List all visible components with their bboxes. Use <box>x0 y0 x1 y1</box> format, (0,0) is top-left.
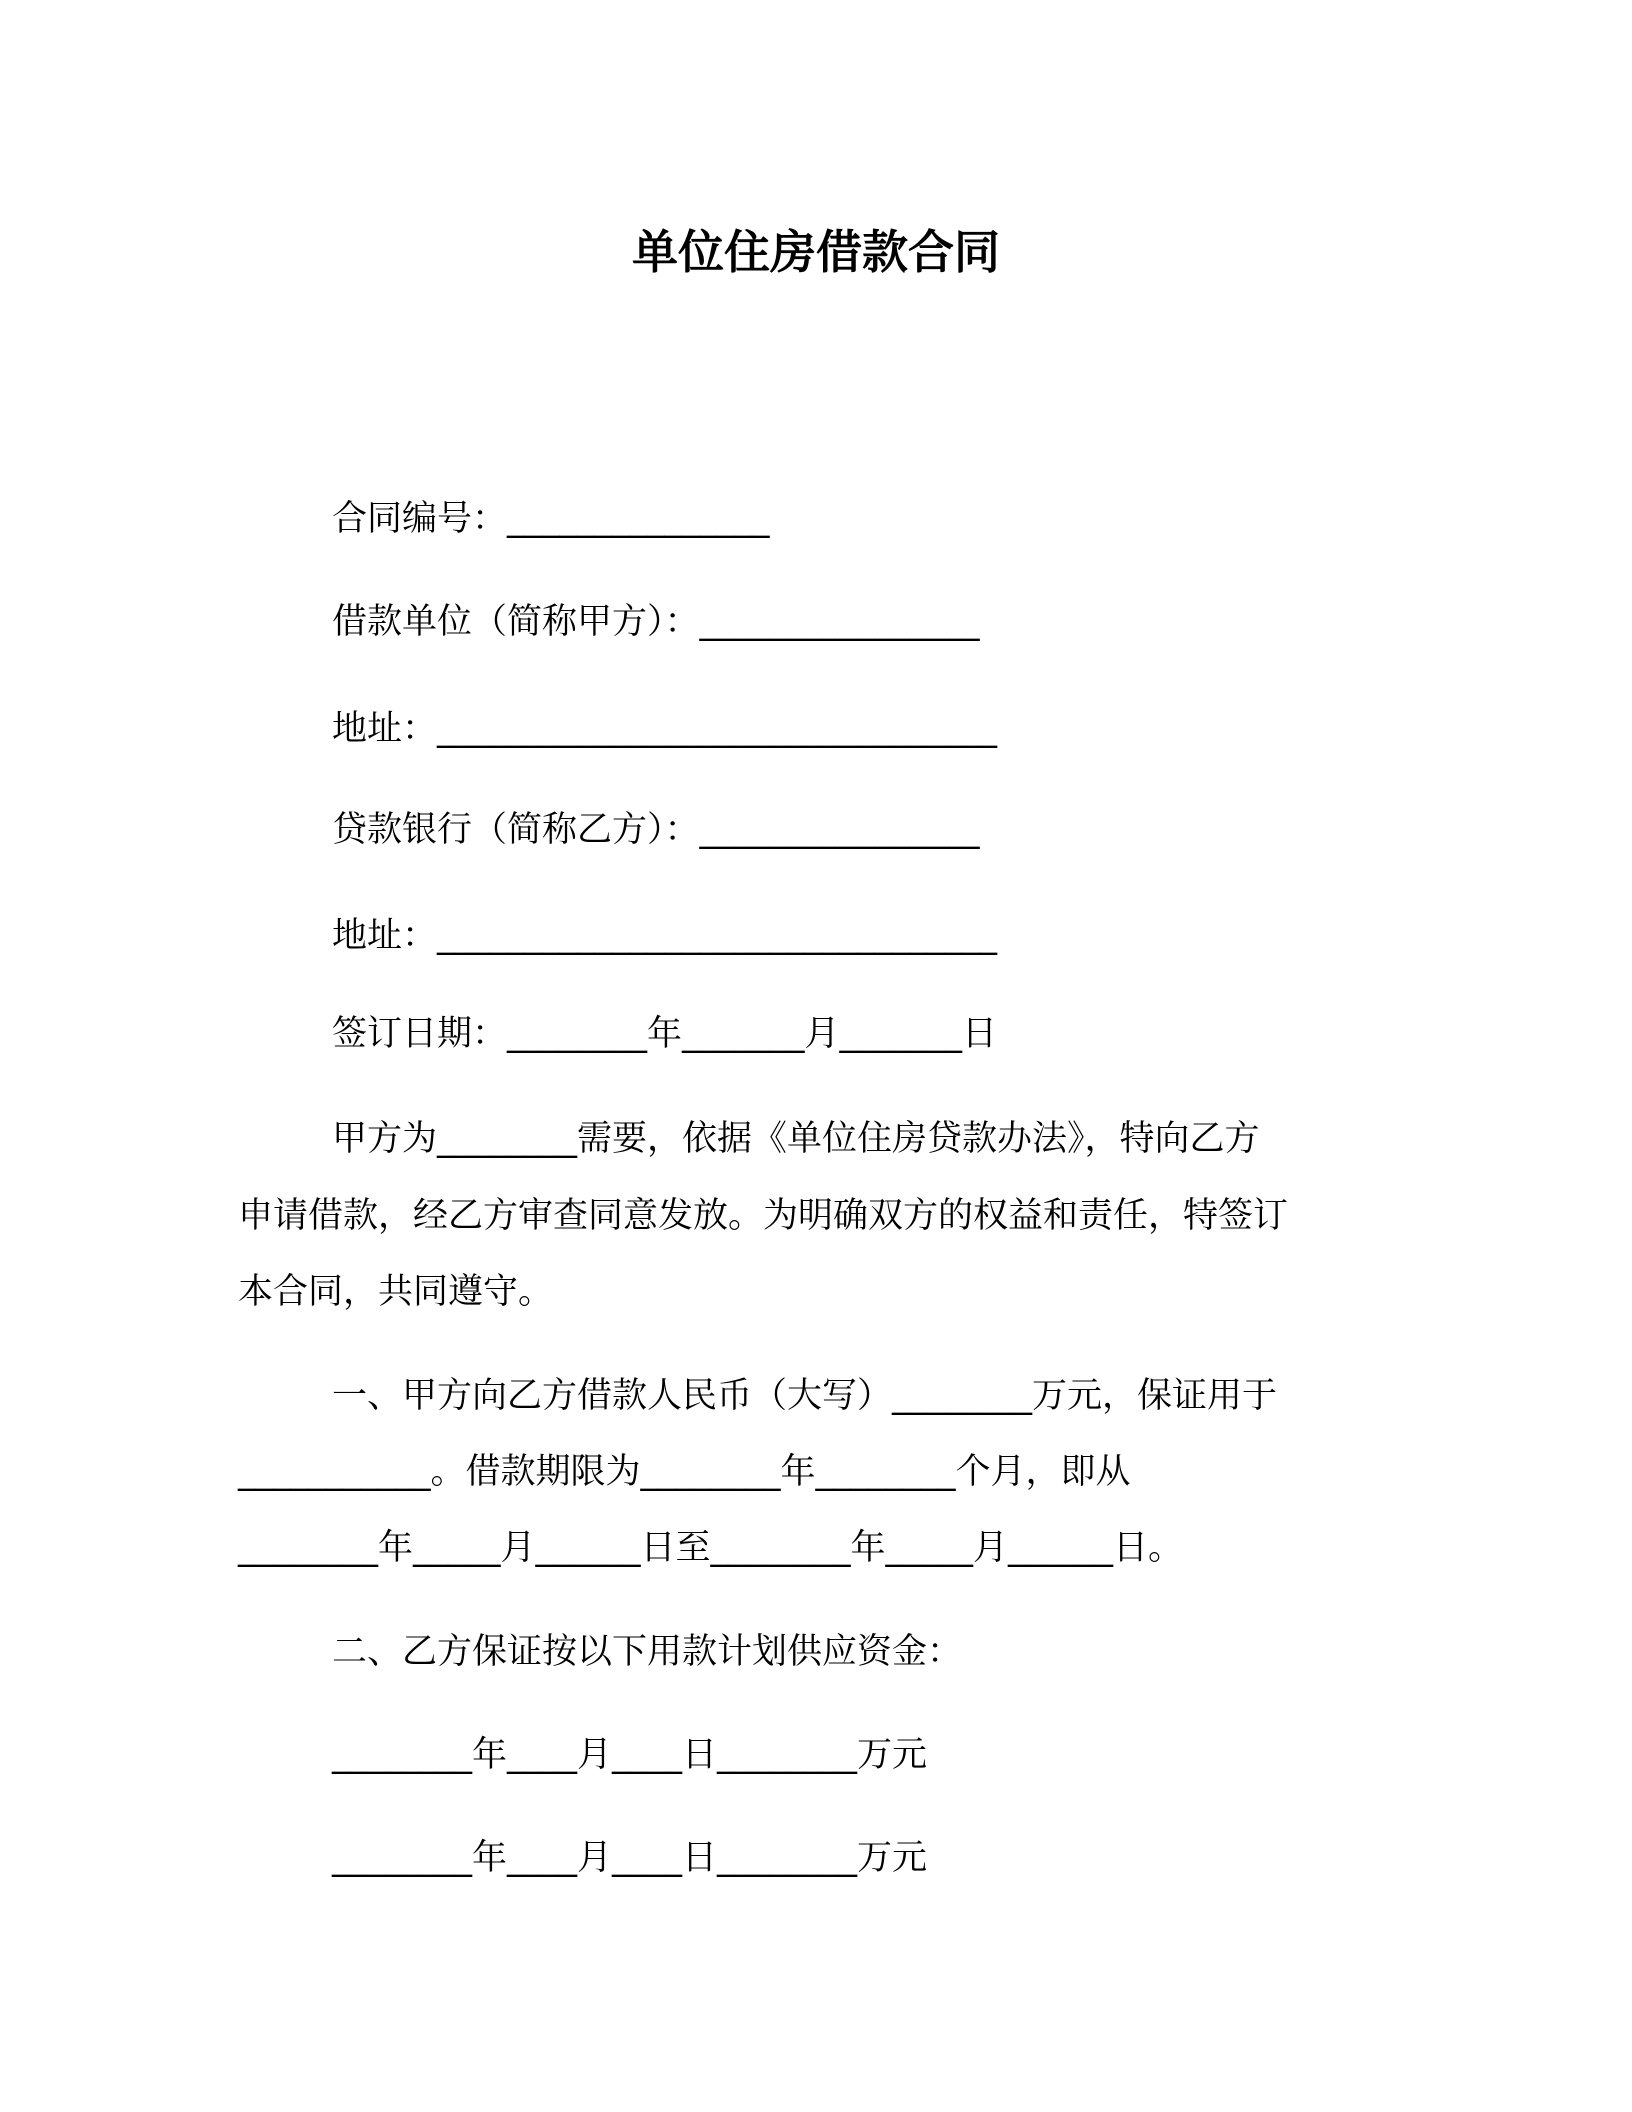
contract-number-field <box>332 495 770 543</box>
funding-schedule-text: ________年____月____日________万元 <box>332 1838 928 1878</box>
preamble-text-2: 申请借款，经乙方审查同意发放。为明确双方的权益和责任，特签订 <box>238 1196 1289 1236</box>
clause-1-line-2 <box>238 1448 1131 1496</box>
clause-1-text-2: ___________。借款期限为________年________个月，即从 <box>238 1452 1131 1492</box>
preamble-text-1: 甲方为________需要，依据《单位住房贷款办法》，特向乙方 <box>332 1119 1260 1159</box>
document-title: 单位住房借款合同 <box>632 225 1000 279</box>
bank-field <box>332 806 980 854</box>
clause-1-text-3: ________年_____月______日至________年_____月______日。 <box>238 1528 1184 1568</box>
bank-text: 贷款银行（简称乙方）：________________ <box>332 810 980 850</box>
borrower-address-field <box>332 705 997 753</box>
preamble-line-1 <box>332 1115 1260 1163</box>
funding-schedule-row <box>332 1731 927 1779</box>
borrower-field <box>332 598 980 646</box>
clause-1-text-1: 一、甲方向乙方借款人民币（大写）________万元，保证用于 <box>332 1376 1278 1416</box>
borrower-text: 借款单位（简称甲方）：________________ <box>332 602 980 642</box>
funding-schedule-row <box>332 1834 927 1882</box>
sign-date-text: 签订日期：________年_______月_______日 <box>332 1014 998 1054</box>
funding-schedule-text: ________年____月____日________万元 <box>332 1735 928 1775</box>
clause-2-heading-text: 二、乙方保证按以下用款计划供应资金： <box>332 1632 963 1672</box>
preamble-line-3 <box>238 1268 553 1316</box>
sign-date-field <box>332 1010 997 1058</box>
clause-1-line-1 <box>332 1372 1277 1420</box>
bank-address-text: 地址：________________________________ <box>332 916 998 956</box>
borrower-address-text: 地址：________________________________ <box>332 709 998 749</box>
bank-address-field <box>332 912 997 960</box>
clause-2-heading <box>332 1628 962 1676</box>
clause-1-line-3 <box>238 1524 1183 1572</box>
preamble-line-2 <box>238 1192 1288 1240</box>
contract-number-text: 合同编号：_______________ <box>332 499 770 539</box>
preamble-text-3: 本合同，共同遵守。 <box>238 1272 554 1312</box>
